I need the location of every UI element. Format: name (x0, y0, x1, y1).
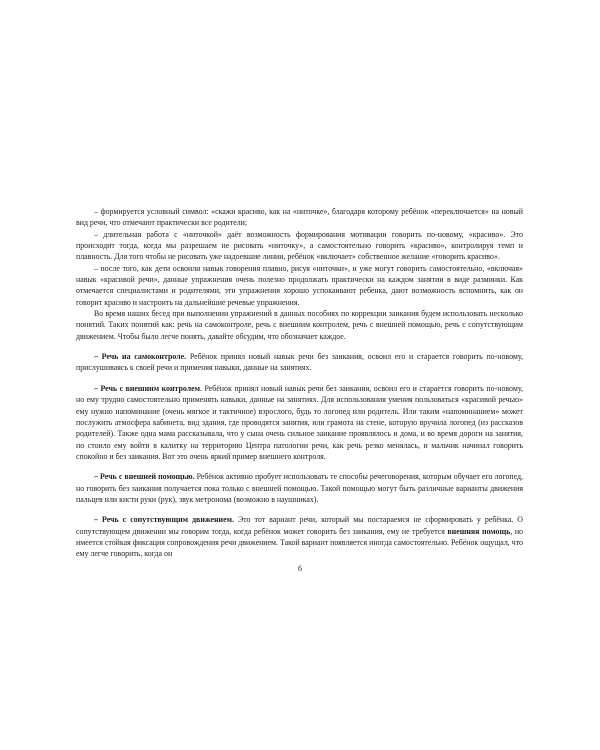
paragraph-symbol (76, 206, 523, 229)
paragraph-external-control (76, 383, 523, 462)
term-heading: – Речь с внешней помощью. (94, 472, 195, 482)
paragraph-text: Во время наших бесед при выполнении упражнений в данных пособиях по коррекции заикания будем использовать несколько понятий. Таких понятий как: речь на самоконтроле, речь с внешним контролем, речь с внешней помощью, речь с сопутствующим движением. Чтобы было легче понять, давайте обсудим, что обозначает каждое. (76, 309, 523, 341)
paragraph-external-help (76, 471, 523, 505)
term-heading: – Речь на самоконтроле. (94, 352, 187, 362)
paragraph-text: Ребёнок активно пробует использовать те способы речеговорения, которым обучает его логопед, но говорить без заикания получается пока только с внешней помощью. Такой помощью могут быть различные варианты движения пальцев или кисти руки (рук), звук метронома (возможно в наушниках). (76, 472, 523, 504)
paragraph-accompanying-movement (76, 514, 523, 559)
emphasis-text: внешняя помощь (447, 526, 511, 536)
paragraph-self-control (76, 351, 523, 374)
paragraph-text: Ребёнок принял новый навык речи без заикания, освоил его и старается говорить по-новому, прислушиваясь к своей речи и применяя навыки, данные на занятиях. (76, 352, 524, 373)
paragraph-motivation (76, 229, 523, 263)
paragraph-text: – длительная работа с «ниточкой» даёт возможность формирования мотивации говорить по-новому, «красиво». Это происходит тогда, когда мы разрешаем не рисовать «ниточку», а самостоятельно говорить «красиво», контролируя темп и плавность. Для того чтобы не рисовать уже надоевшие линии, ребёнок «включает» собственное желание «говорить красиво». (76, 229, 523, 262)
paragraph-concepts (76, 308, 523, 342)
paragraph-text: – после того, как дети освоили навык говорения плавно, рисуя «ниточки», и уже могут говорить самостоятельно, «включая» навык «красивой речи», данные упражнения очень полезно продолжать практически на каждом занятии в виде разминки. Как отмечается специалистами и родителями, эти упражнения хорошо успокаивают ребенка, дают возможность вспомнить, как он говорит красиво и настроить на дальнейшие речевые упражнения. (76, 263, 523, 307)
term-heading: – Речь с сопутствующим движением. (94, 515, 234, 525)
paragraph-text: , но имеется стойкая фиксация сопровождения речи движением. Такой вариант появляется иногда самостоятельно. Ребёнок ощущал, что ему легче говорить, когда он (76, 526, 523, 559)
document-body (76, 206, 523, 560)
paragraph-text: Это тот вариант речи, который мы постараемся не сформировать у ребёнка. О сопутствующем движении мы говорим тогда, когда ребёнок может говорить без заикания, ему не требуется (76, 515, 523, 536)
paragraph-warmup (76, 263, 523, 308)
page-number: 6 (298, 564, 302, 573)
term-heading: – Речь с внешним контролем (94, 383, 201, 393)
paragraph-text: . Ребёнок принял новый навык речи без заикания, освоил его и старается говорить по-новому, но ему трудно самостоятельно применять навыки, данные на занятиях. Для использования умения пользоваться «красивой речью» ему нужно напоминание (очень мягкое и тактичное) взрослого, будь то логопед или родитель. Или таким «напоминанием» может послужить атмосфера кабинета, вид здания, где проводятся занятия, или грамота на стене, которую вручила логопед (из рассказов родителей). Также одна мама рассказывала, что у сына очень сильное заикание проявлялось и дома, и во время дороги на занятия, но стоило ему войти в калитку на территорию Центра патологии речи, как речь резко менялась, и мальчик начинал говорить спокойно и без заикания. Вот это очень яркий пример внешнего контроля. (76, 383, 523, 461)
paragraph-text: – формируется условный символ: «скажи красиво, как на «ниточке», благодаря которому ребёнок «переключается» на новый вид речи, что отмечают практически все родители; (76, 207, 523, 228)
